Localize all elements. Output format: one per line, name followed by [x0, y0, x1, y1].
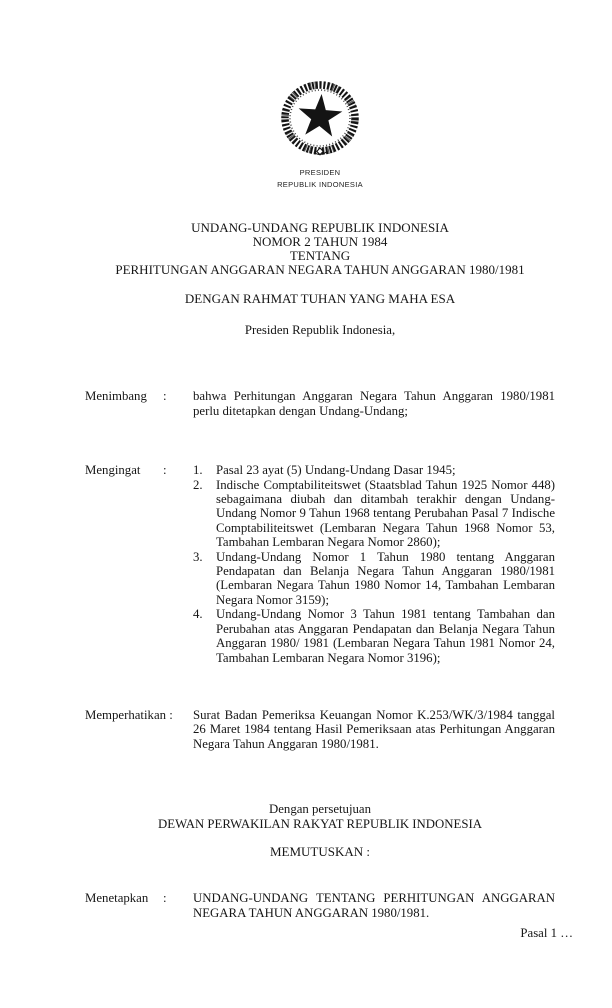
- title-line-4: PERHITUNGAN ANGGARAN NEGARA TAHUN ANGGARAN 1980/1981: [115, 262, 525, 277]
- list-item-text: Undang-Undang Nomor 3 Tahun 1981 tentang Tambahan dan Perubahan atas Anggaran Pendapatan dan Belanja Negara Tahun Anggaran 1980/ 1981 (Lembaran Negara Tahun 1981 Nomor 24, Tambahan Lembaran Negara Nomor 3196);: [216, 607, 555, 665]
- title-line-2: NOMOR 2 TAHUN 1984: [252, 234, 388, 249]
- list-item-number: 4.: [193, 607, 203, 622]
- section-memperhatikan: [85, 708, 555, 751]
- section-menimbang: [85, 389, 555, 418]
- page-continuation-catchword: Pasal 1 …: [520, 926, 573, 941]
- agreement-line-1: Dengan persetujuan: [269, 802, 371, 817]
- list-item-text: Indische Comptabiliteitswet (Staatsblad Tahun 1925 Nomor 448) sebagaimana diubah dan ditambah terakhir dengan Undang-Undang Nomor 9 Tahun 1968 tentang Perubahan Pasal 7 Indische Comptabiliteitswet (Lembaran Negara Tahun 1968 Nomor 53, Tambahan Lembaran Negara Nomor 2860);: [216, 477, 555, 550]
- title-line-3: TENTANG: [289, 248, 351, 263]
- list-item-number: 1.: [193, 463, 203, 478]
- memperhatikan-label: Memperhatikan :: [85, 707, 173, 722]
- menimbang-label: Menimbang: [85, 389, 147, 404]
- list-item: [193, 550, 555, 608]
- agreement-line-2: DEWAN PERWAKILAN RAKYAT REPUBLIK INDONESIA: [158, 816, 482, 831]
- title-line-1: UNDANG-UNDANG REPUBLIK INDONESIA: [191, 220, 449, 235]
- menetapkan-label: Menetapkan: [85, 891, 149, 906]
- menetapkan-text: UNDANG-UNDANG TENTANG PERHITUNGAN ANGGARAN NEGARA TAHUN ANGGARAN 1980/1981.: [193, 891, 555, 920]
- seal-caption: [85, 167, 555, 191]
- mengingat-list: [193, 463, 555, 665]
- seal-caption-presiden: PRESIDEN: [299, 168, 341, 177]
- section-mengingat: [85, 463, 555, 665]
- seal-row: [85, 81, 555, 159]
- list-item-number: 3.: [193, 549, 203, 564]
- list-item: [193, 478, 555, 550]
- menimbang-colon: :: [163, 389, 167, 404]
- seal-caption-republik: REPUBLIK INDONESIA: [277, 180, 363, 189]
- subject-line: Presiden Republik Indonesia,: [244, 323, 396, 337]
- menetapkan-colon: :: [163, 891, 167, 906]
- list-item: [193, 607, 555, 665]
- agreement-block: [85, 802, 555, 831]
- star-icon: [297, 93, 344, 138]
- section-menetapkan: [85, 891, 555, 920]
- document-title: [85, 221, 555, 277]
- memperhatikan-text: Surat Badan Pemeriksa Keuangan Nomor K.253/WK/3/1984 tanggal 26 Maret 1984 tentang Hasil Pemeriksaan atas Perhitungan Anggaran Negara Tahun Anggaran 1980/1981.: [193, 707, 555, 751]
- mengingat-label: Mengingat: [85, 463, 141, 478]
- decision-heading: MEMUTUSKAN :: [269, 843, 371, 859]
- list-item: [193, 463, 555, 477]
- menimbang-text: bahwa Perhitungan Anggaran Negara Tahun Anggaran 1980/1981 perlu ditetapkan dengan Undang-Undang;: [193, 389, 555, 418]
- list-item-text: Pasal 23 ayat (5) Undang-Undang Dasar 1945;: [216, 463, 456, 478]
- list-item-number: 2.: [193, 477, 203, 492]
- mengingat-colon: :: [163, 463, 167, 478]
- presidential-seal-icon: [278, 81, 362, 159]
- invocation-line: DENGAN RAHMAT TUHAN YANG MAHA ESA: [184, 291, 456, 306]
- list-item-text: Undang-Undang Nomor 1 Tahun 1980 tentang Anggaran Pendapatan dan Belanja Negara Tahun Anggaran 1980/1981 (Lembaran Negara Tahun 1980 Nomor 14, Tambahan Lembaran Negara Nomor 3159);: [216, 549, 555, 607]
